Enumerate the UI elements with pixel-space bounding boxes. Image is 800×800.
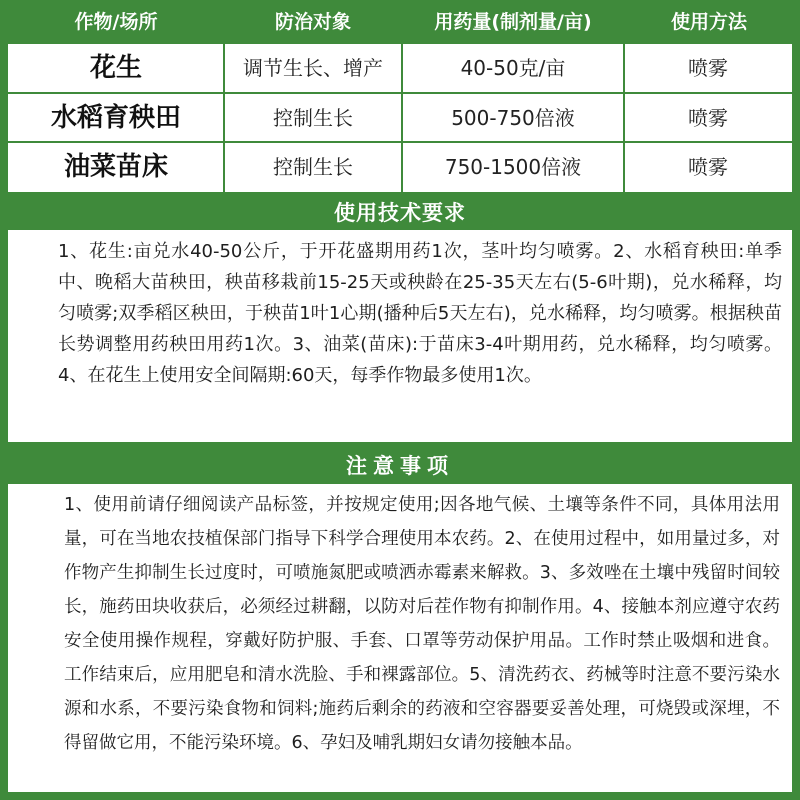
cell-target: 调节生长、增产 — [243, 56, 383, 80]
cell-method: 喷雾 — [688, 106, 728, 130]
table-row — [8, 94, 792, 143]
usage-table — [8, 44, 792, 192]
usage-text-box — [8, 230, 792, 442]
row-divider — [8, 141, 792, 143]
cell-crop: 水稻育秧田 — [50, 103, 181, 133]
column-divider — [401, 44, 403, 192]
header-crop: 作物/场所 — [74, 11, 158, 33]
row-divider — [8, 92, 792, 94]
cell-dosage: 500-750倍液 — [451, 106, 575, 130]
header-target: 防治对象 — [274, 11, 351, 33]
table-row — [8, 143, 792, 192]
cell-dosage: 750-1500倍液 — [444, 155, 582, 179]
header-method: 使用方法 — [670, 11, 747, 33]
usage-text: 1、花生:亩兑水40-50公斤，于开花盛期用药1次，茎叶均匀喷雾。2、水稻育秧田:单季中、晚稻大苗秧田，秧苗移栽前15-25天或秧龄在25-35天左右(5-6叶期)，兑水稀释，均匀喷雾;双季稻区秧田，于秧苗1叶1心期(播种后5天左右)，兑水稀释，均匀喷雾。根据秧苗长势调整用药秧田用药1次。3、油菜(苗床):于苗床3-4叶期用药，兑水稀释，均匀喷雾。4、在花生上使用安全间隔期:60天，每季作物最多使用1次。 — [58, 241, 782, 386]
notes-section-title: 注意事项 — [346, 454, 454, 478]
column-divider — [223, 44, 225, 192]
column-divider — [623, 44, 625, 192]
table-header-row — [0, 0, 800, 44]
notes-text-box — [8, 484, 792, 792]
cell-crop: 油菜苗床 — [63, 152, 168, 182]
cell-target: 控制生长 — [273, 106, 353, 130]
cell-method: 喷雾 — [688, 56, 728, 80]
usage-section-title: 使用技术要求 — [334, 201, 466, 225]
cell-crop: 花生 — [89, 53, 142, 83]
cell-dosage: 40-50克/亩 — [460, 56, 566, 80]
notes-text: 1、使用前请仔细阅读产品标签，并按规定使用;因各地气候、土壤等条件不同，具体用法用量，可在当地农技植保部门指导下科学合理使用本农药。2、在使用过程中，如用量过多，对作物产生抑制生长过度时，可喷施氮肥或喷洒赤霉素来解救。3、多效唑在土壤中残留时间较长，施药田块收获后，必须经过耕翻，以防对后茬作物有抑制作用。4、接触本剂应遵守农药安全使用操作规程，穿戴好防护服、手套、口罩等劳动保护用品。工作时禁止吸烟和进食。工作结束后，应用肥皂和清水洗脸、手和裸露部位。5、清洗药衣、药械等时注意不要污染水源和水系，不要污染食物和饲料;施药后剩余的药液和空容器要妥善处理，可烧毁或深埋，不得留做它用，不能污染环境。6、孕妇及哺乳期妇女请勿接触本品。 — [64, 495, 780, 753]
table-row — [8, 44, 792, 93]
cell-target: 控制生长 — [273, 155, 353, 179]
cell-method: 喷雾 — [688, 155, 728, 179]
header-dosage: 用药量(制剂量/亩) — [434, 11, 592, 33]
